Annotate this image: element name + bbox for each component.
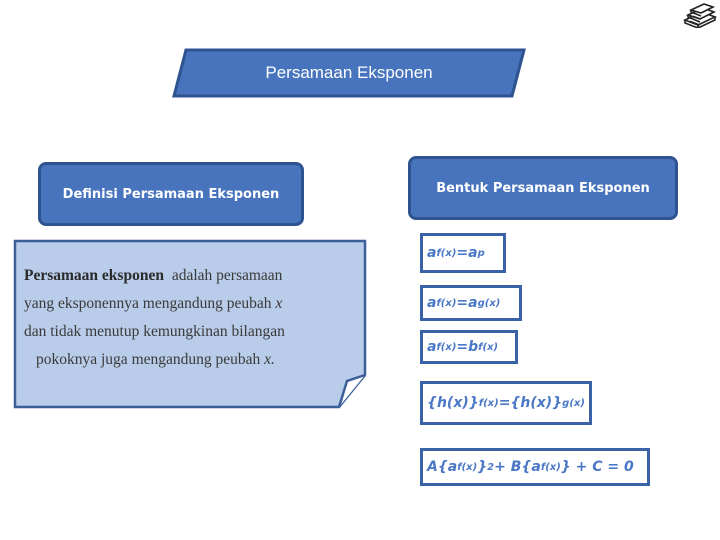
formula-2: a f(x) = a g(x) xyxy=(420,285,522,321)
definition-line-1: Persamaan eksponen adalah persamaan xyxy=(24,267,283,284)
definition-term: Persamaan eksponen xyxy=(24,267,164,284)
definition-line-4: pokoknya juga mengandung peubah x. xyxy=(36,351,275,368)
formula-4: {h(x)} f(x) = {h(x)} g(x) xyxy=(420,381,592,425)
page-title: Persamaan Eksponen xyxy=(265,63,433,82)
definition-text xyxy=(22,262,354,374)
definition-line-2: yang eksponennya mengandung peubah x xyxy=(24,295,283,312)
formula-3: a f(x) = b f(x) xyxy=(420,330,518,364)
bentuk-header xyxy=(408,156,678,220)
definition-header-label: Definisi Persamaan Eksponen xyxy=(62,186,280,202)
definition-header xyxy=(38,162,304,226)
formula-5: A{a f(x) } 2 + B{a f(x) } + C = 0 xyxy=(420,448,650,486)
definition-line-3: dan tidak menutup kemungkinan bilangan xyxy=(24,323,285,340)
formula-1: a f(x) = a p xyxy=(420,233,506,273)
bentuk-header-label: Bentuk Persamaan Eksponen xyxy=(436,181,650,196)
stacked-books-icon xyxy=(682,2,718,28)
